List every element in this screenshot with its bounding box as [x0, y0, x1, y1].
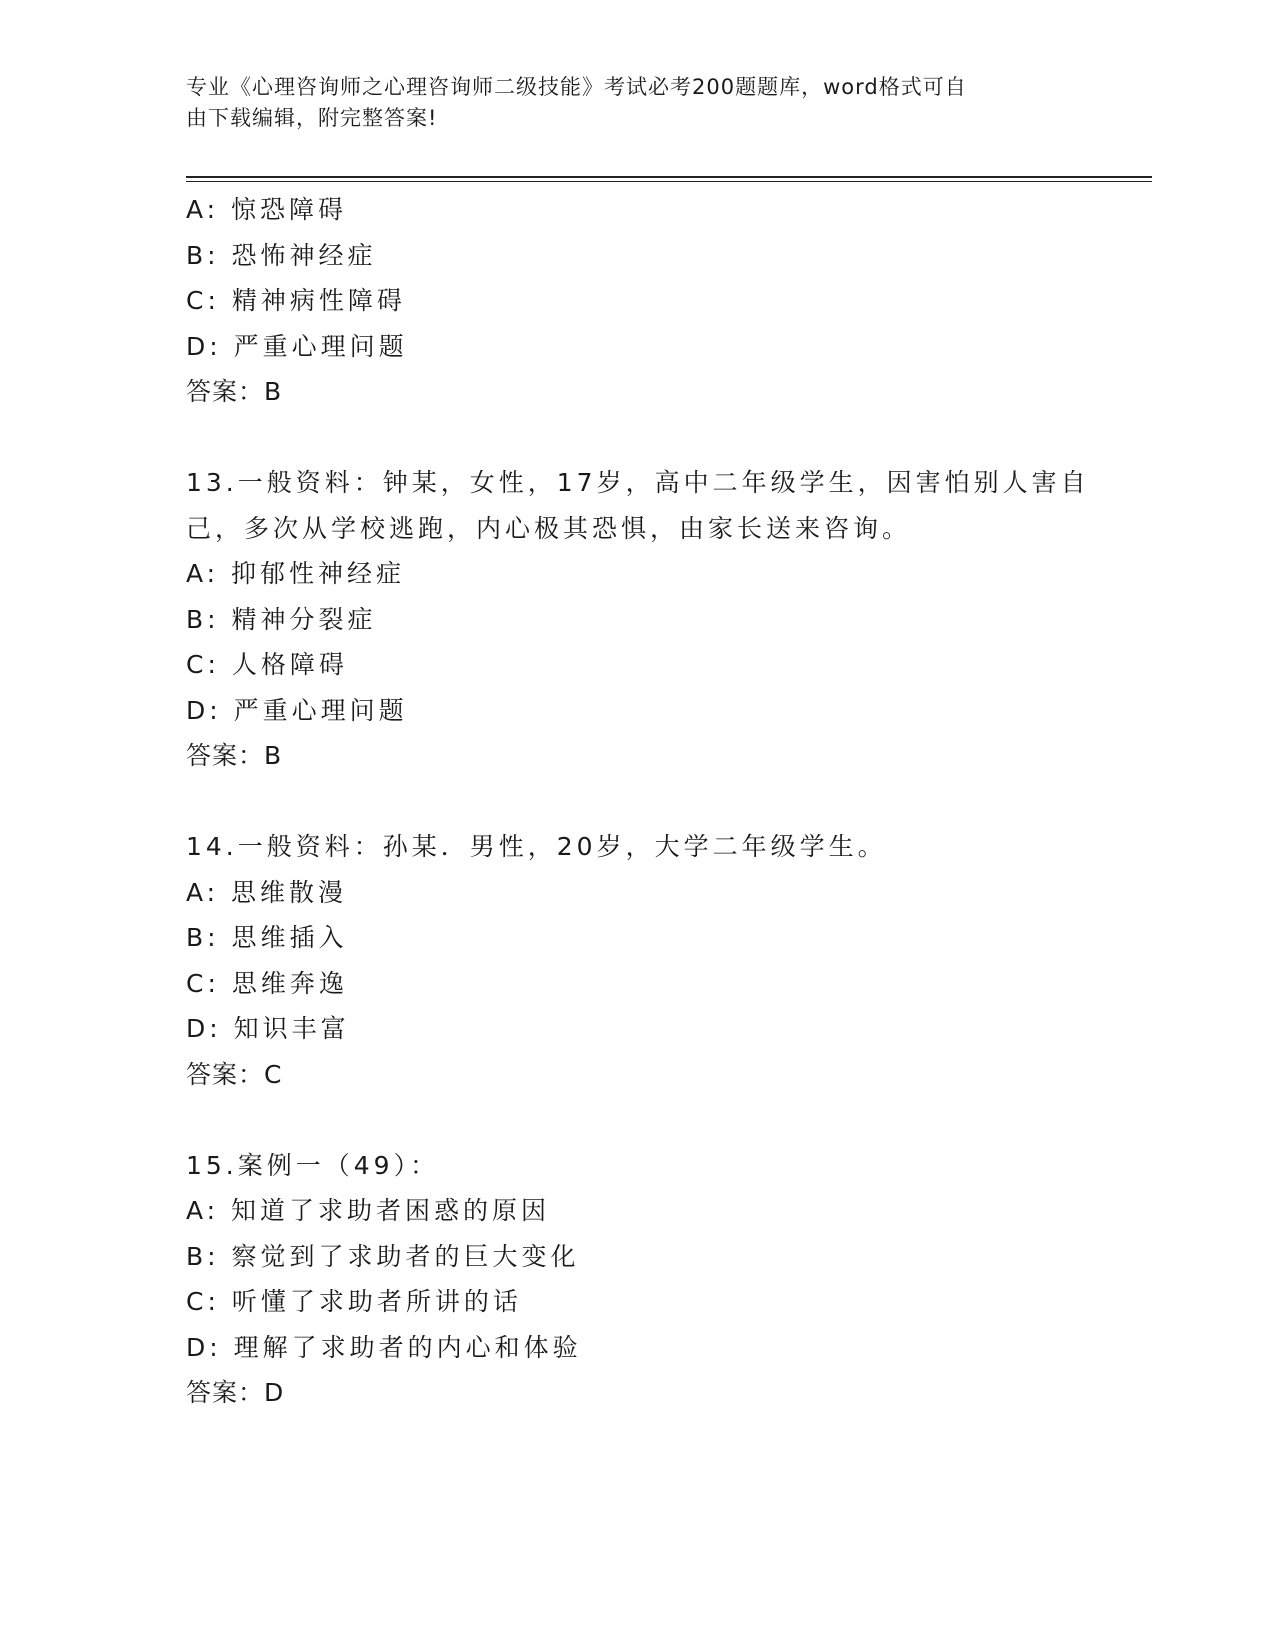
answer-line: 答案：D [186, 1378, 285, 1407]
option-c: C: 精神病性障碍 [186, 286, 406, 315]
option-d: D: 理解了求助者的内心和体验 [186, 1332, 582, 1362]
option-d: D: 严重心理问题 [186, 695, 408, 725]
option-b: B: 察觉到了求助者的巨大变化 [186, 1241, 580, 1271]
option-d: D: 严重心理问题 [186, 331, 408, 361]
document-header [186, 72, 1066, 134]
option-b: B: 恐怖神经症 [186, 240, 377, 270]
header-divider-thick [186, 176, 1152, 178]
answer-line: 答案：B [186, 741, 283, 770]
spacer [186, 415, 1152, 461]
spacer [186, 1097, 1152, 1143]
question-12 [186, 187, 1152, 415]
question-13 [186, 460, 1152, 779]
question-stem-line-1: 15.案例一（49）： [186, 1150, 440, 1180]
spacer [186, 779, 1152, 825]
option-d: D: 知识丰富 [186, 1014, 350, 1043]
header-divider-thin [186, 181, 1152, 182]
question-list [186, 187, 1152, 1416]
option-a: A: 惊恐障碍 [186, 195, 348, 224]
option-c: C: 人格障碍 [186, 650, 348, 679]
question-15 [186, 1143, 1152, 1416]
answer-line: 答案：B [186, 377, 283, 406]
question-stem-line-1: 14.一般资料：孙某．男性，20岁，大学二年级学生。 [186, 832, 887, 861]
option-c: C: 听懂了求助者所讲的话 [186, 1287, 522, 1316]
option-a: A: 思维散漫 [186, 877, 348, 907]
option-b: B: 思维插入 [186, 923, 348, 952]
question-14 [186, 824, 1152, 1097]
header-line-2: 由下载编辑，附完整答案! [186, 106, 438, 130]
question-stem-line-2: 己，多次从学校逃跑，内心极其恐惧，由家长送来咨询。 [186, 513, 912, 543]
question-stem-line-1: 13.一般资料：钟某，女性，17岁，高中二年级学生，因害怕别人害自 [186, 468, 1090, 497]
option-b: B: 精神分裂症 [186, 604, 377, 634]
option-a: A: 抑郁性神经症 [186, 559, 406, 588]
header-line-1: 专业《心理咨询师之心理咨询师二级技能》考试必考200题题库，word格式可自 [186, 75, 967, 99]
answer-line: 答案：C [186, 1059, 283, 1089]
option-c: C: 思维奔逸 [186, 968, 348, 998]
option-a: A: 知道了求助者困惑的原因 [186, 1196, 551, 1225]
